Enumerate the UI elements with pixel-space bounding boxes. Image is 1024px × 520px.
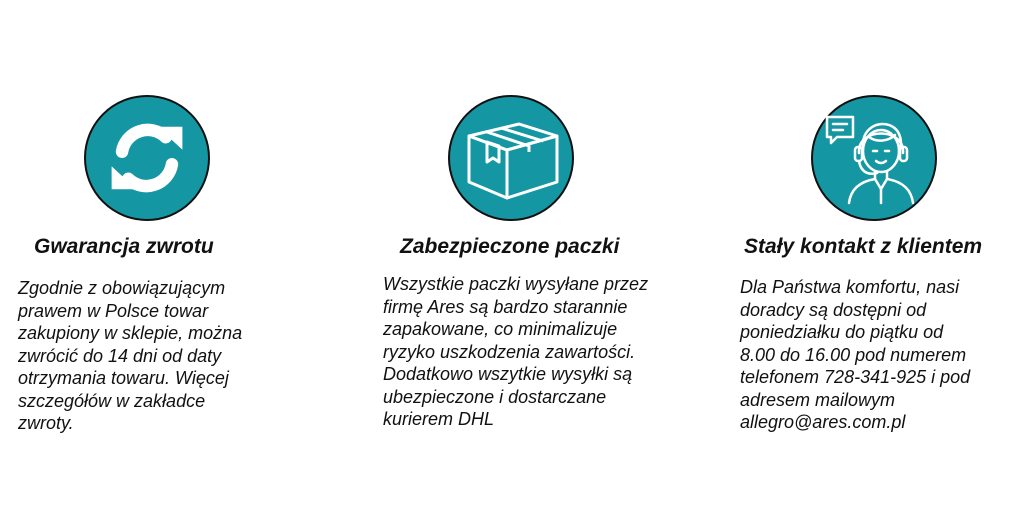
description-line: szczegółów w zakładce bbox=[18, 390, 206, 411]
feature-description bbox=[18, 277, 298, 435]
description-line: Zgodnie z obowiązującym bbox=[18, 278, 226, 298]
feature-title: Zabezpieczone paczki bbox=[400, 235, 620, 258]
description-line: zwrócić do 14 dni od daty bbox=[18, 345, 222, 366]
description-line: kurierem DHL bbox=[383, 409, 495, 429]
description-line: 8.00 do 16.00 pod numerem bbox=[740, 344, 967, 365]
description-line: telefonem 728-341-925 i pod bbox=[740, 367, 971, 387]
feature-description bbox=[383, 273, 683, 431]
feature-title: Gwarancja zwrotu bbox=[34, 235, 214, 258]
description-line: adresem mailowym bbox=[740, 389, 896, 410]
package-box-icon bbox=[448, 95, 574, 221]
description-line: firmę Ares są bardzo starannie bbox=[383, 296, 628, 317]
customer-support-icon bbox=[811, 95, 937, 221]
description-line: ubezpieczone i dostarczane bbox=[383, 386, 607, 407]
description-line: Dla Państwa komfortu, nasi bbox=[740, 277, 960, 297]
description-line: zapakowane, co minimalizuje bbox=[383, 319, 618, 339]
description-line: doradcy są dostępni od bbox=[740, 299, 927, 320]
description-line: ryzyko uszkodzenia zawartości. bbox=[383, 341, 636, 362]
feature-title: Stały kontakt z klientem bbox=[744, 235, 983, 258]
description-line: Dodatkowo wszytkie wysyłki są bbox=[383, 364, 633, 384]
feature-description bbox=[740, 276, 1020, 434]
description-line: poniedziałku do piątku od bbox=[740, 322, 944, 342]
refresh-icon bbox=[84, 95, 210, 221]
description-line: Wszystkie paczki wysyłane przez bbox=[383, 274, 649, 294]
description-line: prawem w Polsce towar bbox=[18, 300, 209, 321]
description-line: allegro@ares.com.pl bbox=[740, 412, 906, 432]
description-line: zakupiony w sklepie, można bbox=[18, 323, 243, 343]
description-line: zwroty. bbox=[18, 413, 74, 433]
description-line: otrzymania towaru. Więcej bbox=[18, 368, 229, 388]
